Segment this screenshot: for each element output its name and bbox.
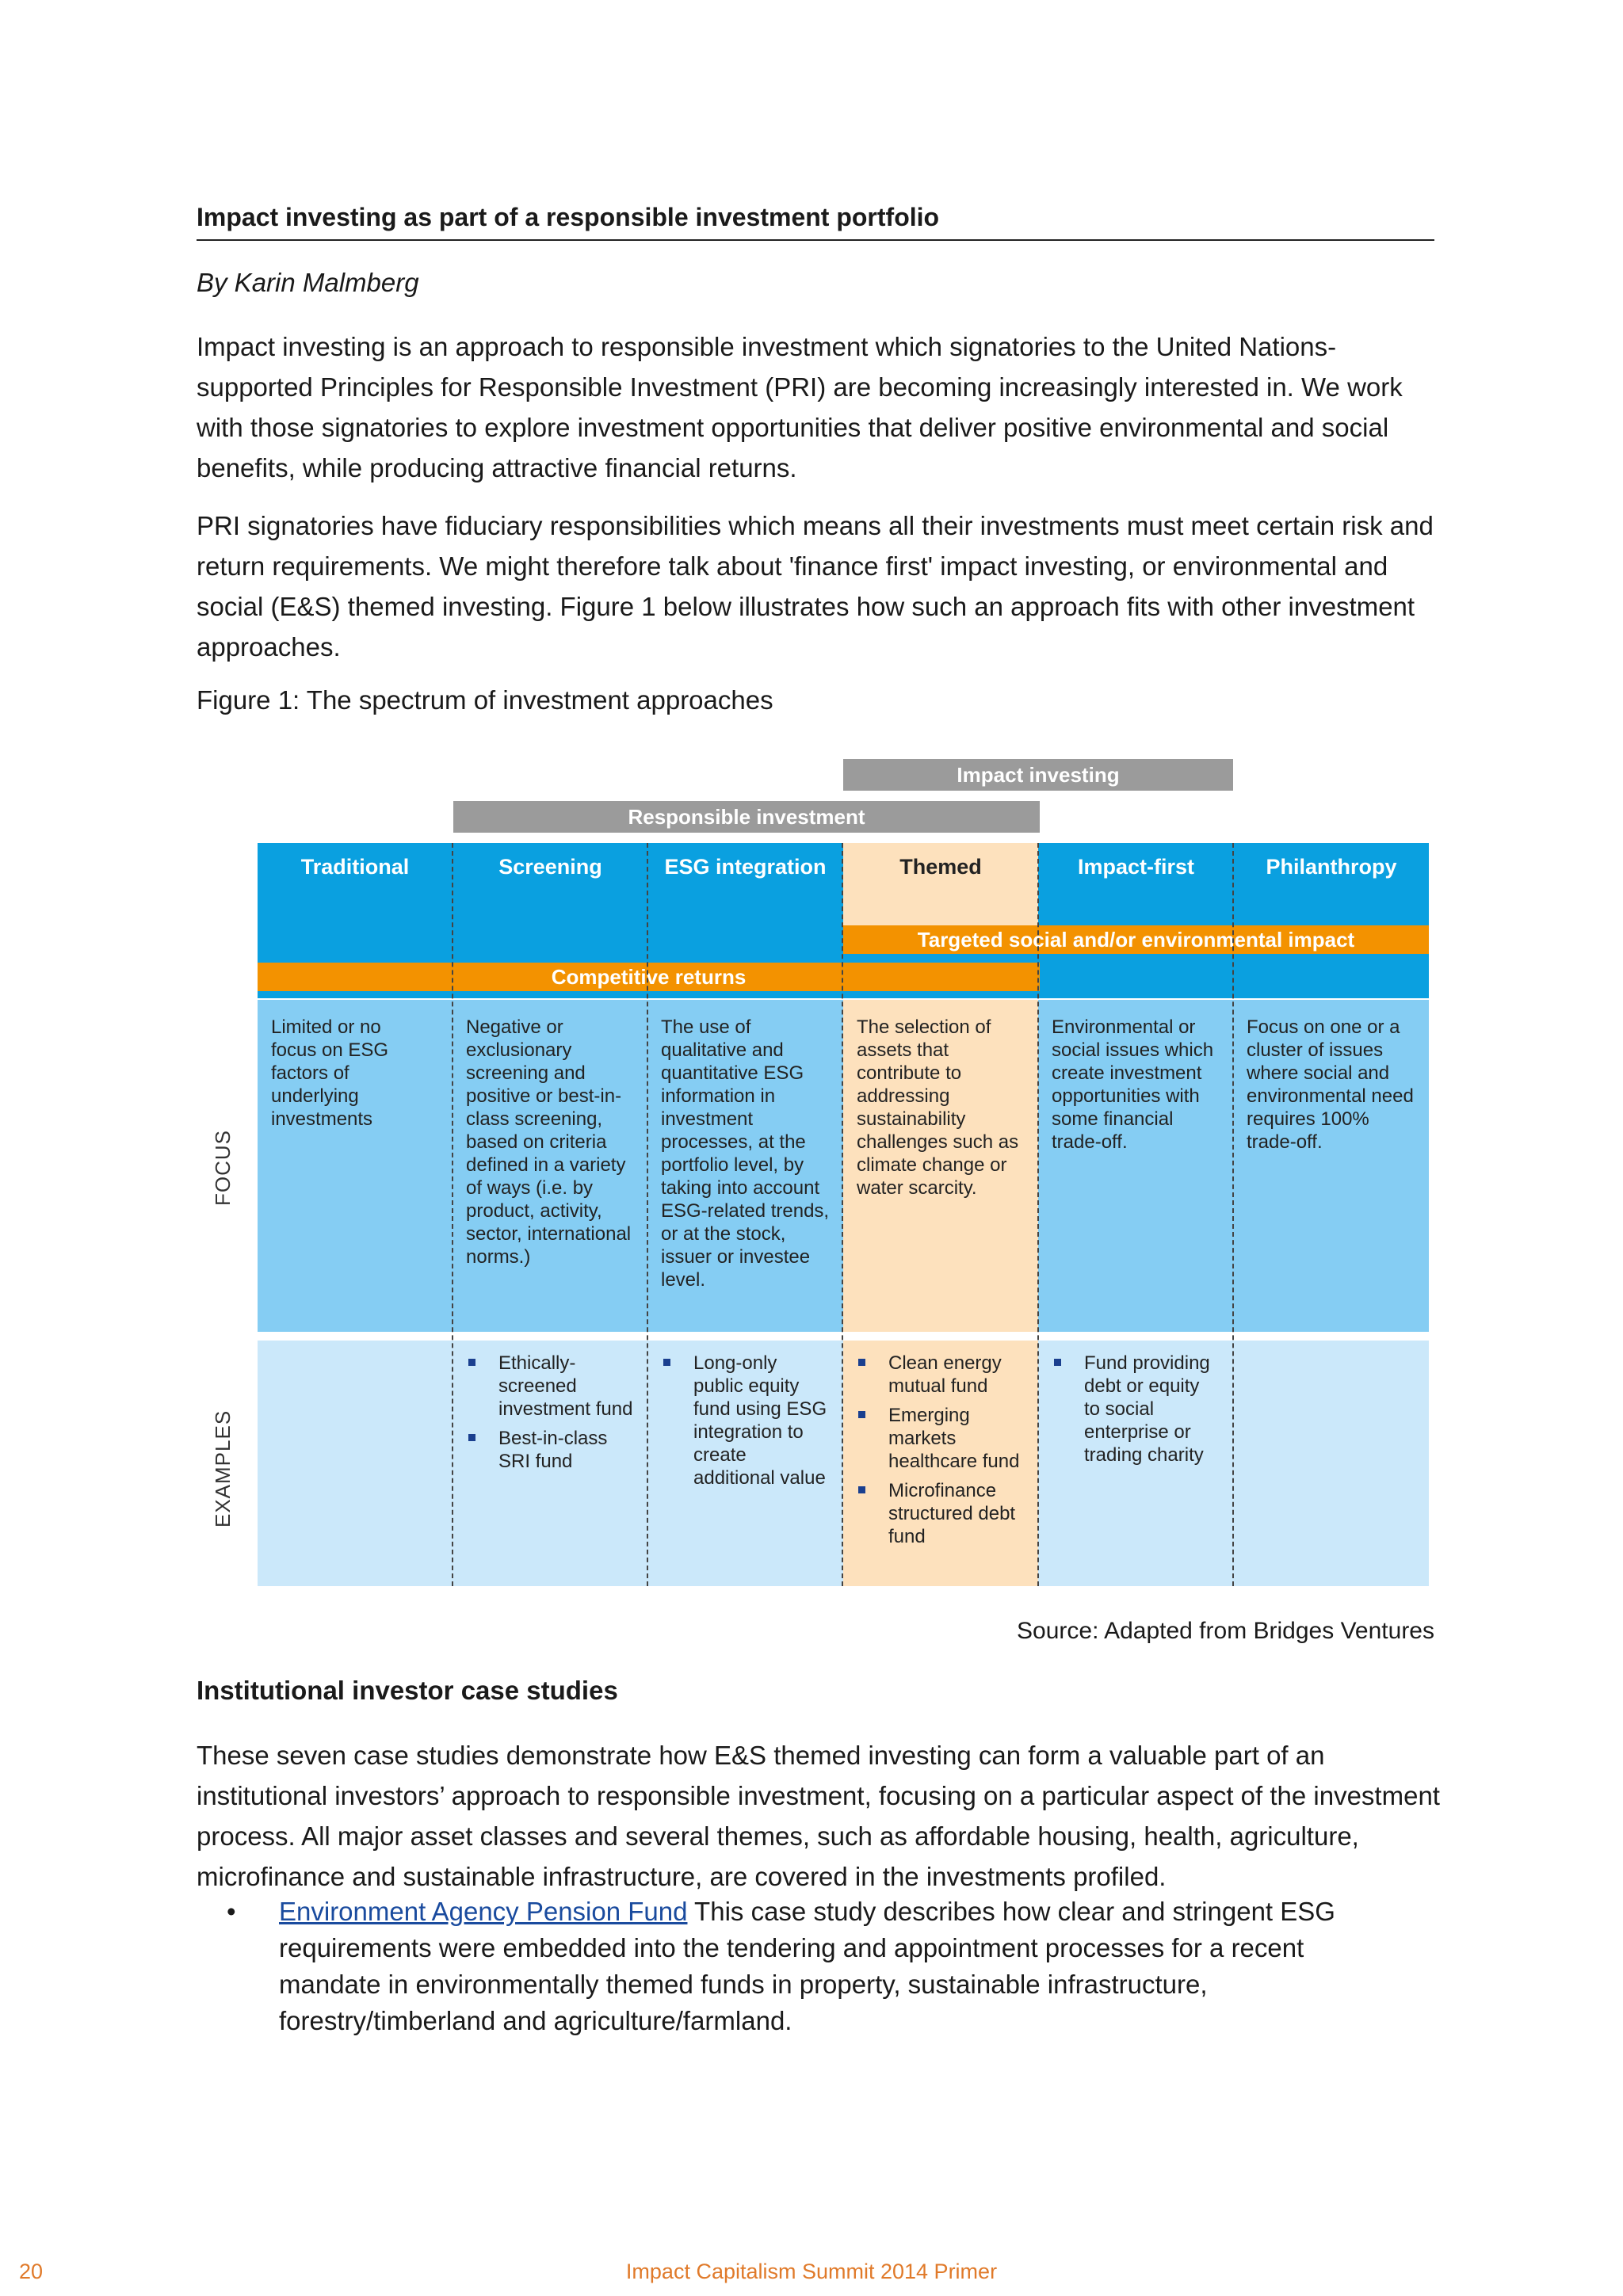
square-bullet-icon [468, 1359, 475, 1366]
targeted-impact-bar: Targeted social and/or environmental impact [843, 925, 1429, 954]
examples-esg-integration [652, 1352, 828, 1496]
examples-row-label: EXAMPLES [211, 1409, 235, 1527]
square-bullet-icon [858, 1486, 865, 1493]
figure-source: Source: Adapted from Bridges Ventures [1017, 1618, 1434, 1644]
bullet-symbol: • [227, 1897, 236, 1926]
square-bullet-icon [1054, 1359, 1061, 1366]
case-studies-paragraph: These seven case studies demonstrate how E&S themed investing can form a valuable part of an institutional investors’ approach to responsible investment, focusing on a particular aspect of the investment process. All major asset classes and several themes, such as affordable housing, health, agriculture, microfinance and sustainable infrastructure, are covered in the investments profiled. [197, 1741, 1440, 1891]
column-divider [1037, 843, 1039, 1586]
column-divider [452, 843, 453, 1586]
example-item: Fund providing debt or equity to social enterprise or trading charity [1043, 1352, 1219, 1466]
examples-themed [847, 1352, 1023, 1554]
impact-investing-bar: Impact investing [843, 759, 1233, 791]
focus-row-label: FOCUS [211, 1130, 235, 1206]
column-divider [1232, 843, 1234, 1586]
column-header-themed: Themed [899, 855, 982, 879]
focus-impact-first: Environmental or social issues which create investment opportunities with some financial trade-off. [1052, 1016, 1214, 1153]
column-divider [647, 843, 648, 1586]
focus-philanthropy: Focus on one or a cluster of issues where social and environmental need requires 100% trade-off. [1247, 1016, 1414, 1153]
example-item: Microfinance structured debt fund [847, 1479, 1023, 1548]
column-header-screening: Screening [498, 855, 602, 879]
example-item: Emerging markets healthcare fund [847, 1404, 1023, 1473]
page-number: 20 [19, 2260, 44, 2283]
focus-screening: Negative or exclusionary screening and positive or best-in-class screening, based on criteria defined in a variety of ways (i.e. by product, activity, sector, international norms.) [466, 1016, 632, 1268]
square-bullet-icon [858, 1411, 865, 1418]
competitive-returns-bar: Competitive returns [258, 963, 1040, 991]
examples-screening [457, 1352, 633, 1479]
intro-paragraph-1: Impact investing is an approach to responsible investment which signatories to the United Nations-supported Principles for Responsible Investment (PRI) are becoming increasingly interested in. We work with those signatories to explore investment opportunities that deliver positive environmental and social benefits, while producing attractive financial returns. [197, 332, 1403, 482]
example-item: Best-in-class SRI fund [457, 1427, 633, 1473]
column-header-philanthropy: Philanthropy [1266, 855, 1397, 879]
figure-caption: Figure 1: The spectrum of investment approaches [197, 685, 773, 715]
case-studies-heading: Institutional investor case studies [197, 1676, 618, 1705]
example-item: Clean energy mutual fund [847, 1352, 1023, 1398]
examples-impact-first [1043, 1352, 1219, 1473]
responsible-investment-bar: Responsible investment [453, 801, 1040, 833]
footer-title: Impact Capitalism Summit 2014 Primer [625, 2260, 998, 2283]
square-bullet-icon [663, 1359, 670, 1366]
square-bullet-icon [468, 1434, 475, 1441]
environment-agency-pension-fund-link[interactable]: Environment Agency Pension Fund [279, 1897, 688, 1926]
focus-esg-integration: The use of qualitative and quantitative ESG information in investment processes, at the portfolio level, by taking into account ESG-related trends, or at the stock, issuer or investee level. [661, 1016, 830, 1291]
focus-traditional: Limited or no focus on ESG factors of underlying investments [271, 1016, 389, 1130]
example-item: Ethically-screened investment fund [457, 1352, 633, 1421]
article-heading: Impact investing as part of a responsible investment portfolio [197, 201, 1434, 241]
square-bullet-icon [858, 1359, 865, 1366]
case-study-bullet: Environment Agency Pension Fund This case study describes how clear and stringent ESG requirements were embedded into the tendering and appointment processes for a recent mandate in environmentally themed funds in property, sustainable infrastructure, forestry/timberland and agriculture/farmland. [279, 1897, 1335, 2035]
intro-paragraph-2: PRI signatories have fiduciary responsibilities which means all their investments must meet certain risk and return requirements. We might therefore talk about 'finance first' impact investing, or environmental and social (E&S) themed investing. Figure 1 below illustrates how such an approach fits with other investment approaches. [197, 511, 1434, 662]
column-header-esg-integration: ESG integration [664, 855, 827, 879]
column-divider [842, 843, 843, 1586]
example-item: Long-only public equity fund using ESG integration to create additional value [652, 1352, 828, 1489]
column-header-impact-first: Impact-first [1077, 855, 1195, 879]
column-header-traditional: Traditional [300, 855, 410, 879]
focus-themed: The selection of assets that contribute to addressing sustainability challenges such as climate change or water scarcity. [857, 1016, 1019, 1199]
article-author: By Karin Malmberg [197, 268, 419, 297]
